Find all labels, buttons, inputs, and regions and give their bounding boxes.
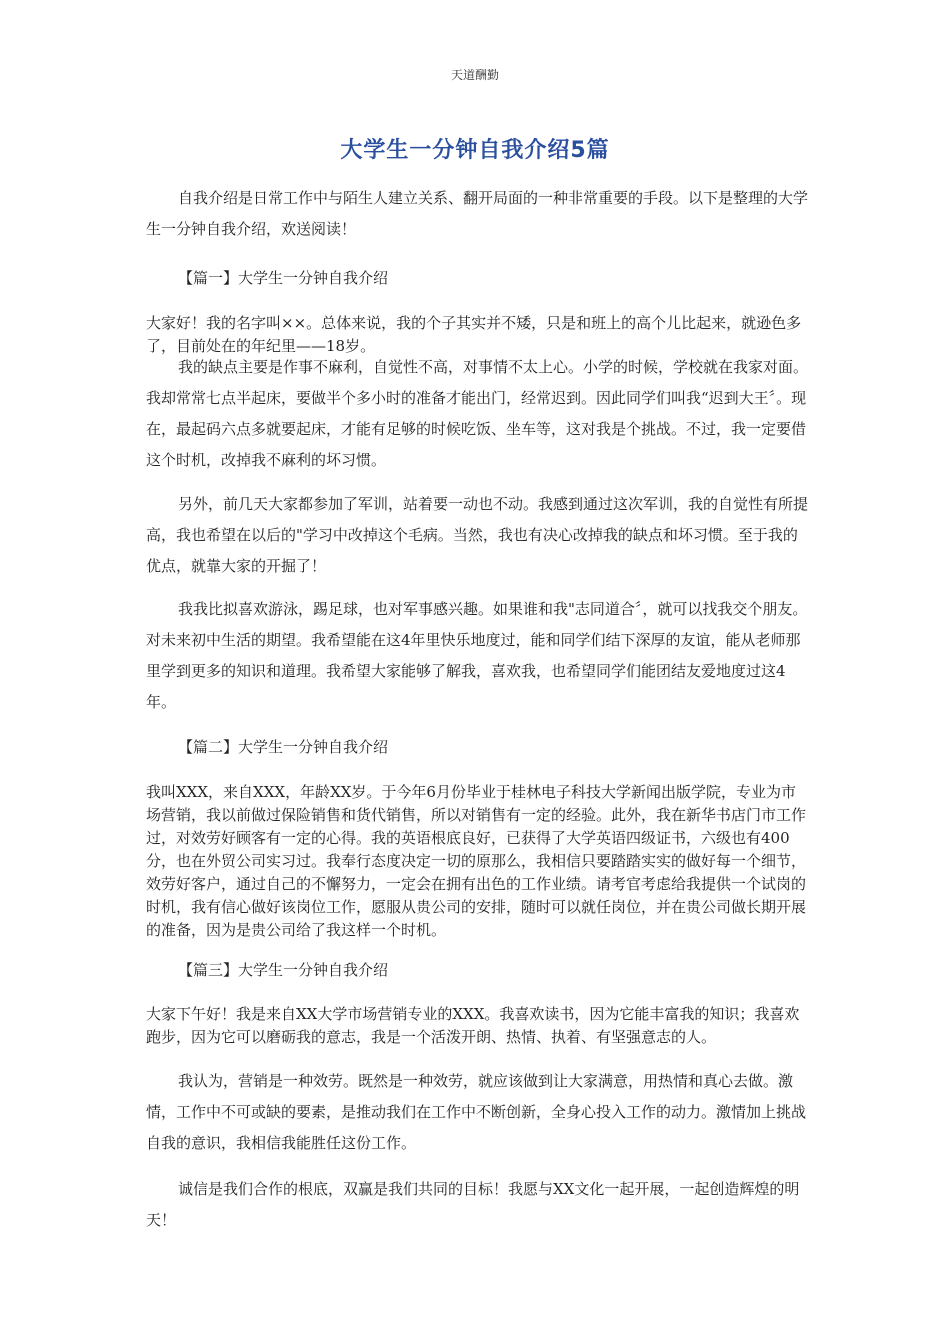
intro-paragraph: 自我介绍是日常工作中与陌生人建立关系、翻开局面的一种非常重要的手段。以下是整理的大学生一分钟自我介绍，欢送阅读！ bbox=[146, 189, 809, 238]
section-heading-3: 【篇三】大学生一分钟自我介绍 bbox=[178, 961, 389, 979]
section-heading-2: 【篇二】大学生一分钟自我介绍 bbox=[178, 738, 389, 756]
section-3-paragraph-1: 大家下午好！我是来自XX大学市场营销专业的XXX。我喜欢读书，因为它能丰富我的知识；我喜欢跑步，因为它可以磨砺我的意志，我是一个活泼开朗、热情、执着、有坚强意志的人。 bbox=[146, 1005, 800, 1046]
section-3-paragraph-2: 我认为，营销是一种效劳。既然是一种效劳，就应该做到让大家满意，用热情和真心去做。激情，工作中不可或缺的要素，是推动我们在工作中不断创新，全身心投入工作的动力。激情加上挑战自我的意识，我相信我能胜任这份工作。 bbox=[146, 1072, 807, 1152]
section-1-paragraph-2: 我的缺点主要是作事不麻利，自觉性不高，对事情不太上心。小学的时候，学校就在我家对面。我却常常七点半起床，要做半个多小时的准备才能出门，经常迟到。因此同学们叫我“迟到大王〞。现在，最起码六点多就要起床，才能有足够的时候吃饭、坐车等，这对我是个挑战。不过，我一定要借这个时机，改掉我不麻利的坏习惯。 bbox=[146, 358, 809, 469]
section-3-paragraph-3: 诚信是我们合作的根底，双赢是我们共同的目标！我愿与XX文化一起开展，一起创造辉煌的明天！ bbox=[146, 1180, 800, 1229]
page-header: 天道酬勤 bbox=[450, 68, 499, 82]
section-1-paragraph-4: 我我比拟喜欢游泳，踢足球，也对军事感兴趣。如果谁和我"志同道合〞，就可以找我交个朋友。对未来初中生活的期望。我希望能在这4年里快乐地度过，能和同学们结下深厚的友谊，能从老师那里学到更多的知识和道理。我希望大家能够了解我，喜欢我，也希望同学们能团结友爱地度过这4年。 bbox=[146, 600, 808, 711]
section-2-paragraph-1: 我叫XXX，来自XXX，年龄XX岁。于今年6月份毕业于桂林电子科技大学新闻出版学院，专业为市场营销，我以前做过保险销售和货代销售，所以对销售有一定的经验。此外，我在新华书店门市工作过，对效劳好顾客有一定的心得。我的英语根底良好，已获得了大学英语四级证书，六级也有400分，也在外贸公司实习过。我奉行态度决定一切的原那么，我相信只要踏踏实实的做好每一个细节，效劳好客户，通过自己的不懈努力，一定会在拥有出色的工作业绩。请考官考虑给我提供一个试岗的时机，我有信心做好该岗位工作，愿服从贵公司的安排，随时可以就任岗位，并在贵公司做长期开展的准备，因为是贵公司给了我这样一个时机。 bbox=[146, 783, 807, 939]
section-1-paragraph-1: 大家好！我的名字叫××。总体来说，我的个子其实并不矮，只是和班上的高个儿比起来，就逊色多了，目前处在的年纪里——18岁。 bbox=[146, 314, 802, 355]
section-heading-1: 【篇一】大学生一分钟自我介绍 bbox=[178, 269, 389, 287]
section-1-paragraph-3: 另外，前几天大家都参加了军训，站着要一动也不动。我感到通过这次军训，我的自觉性有所提高，我也希望在以后的"学习中改掉这个毛病。当然，我也有决心改掉我的缺点和坏习惯。至于我的优点，就靠大家的开掘了！ bbox=[146, 495, 809, 575]
page-title: 大学生一分钟自我介绍5篇 bbox=[340, 138, 610, 163]
